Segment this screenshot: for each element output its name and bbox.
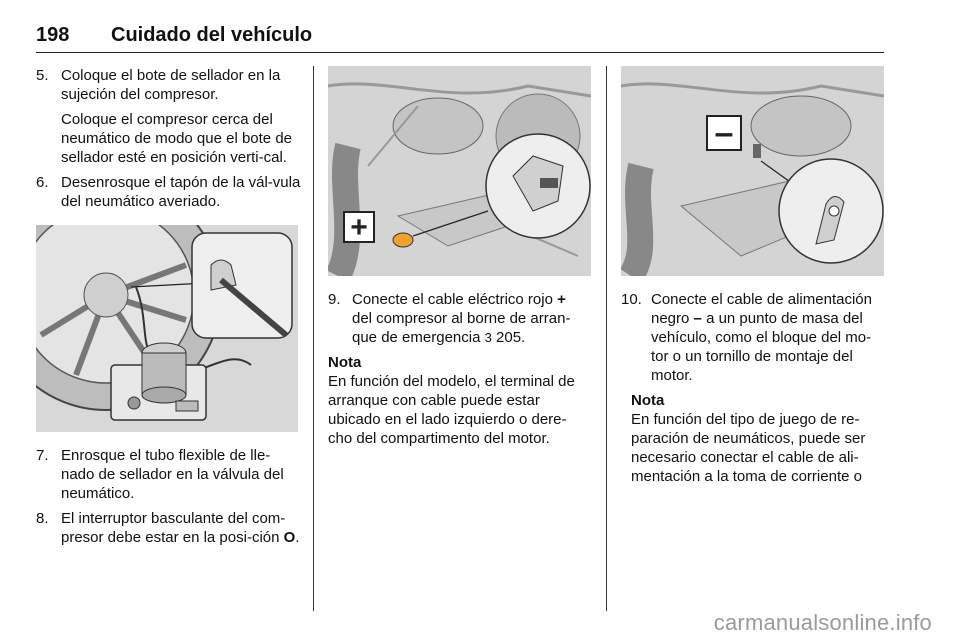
step-number: 6. bbox=[36, 174, 49, 191]
column-left-lower bbox=[36, 446, 302, 553]
step-text-part: a un punto de masa del vehículo, como el bloque del mo-tor o un tornillo de montaje del motor. bbox=[651, 310, 872, 384]
step-6 bbox=[36, 173, 302, 211]
column-middle bbox=[328, 290, 590, 448]
note-heading: Nota bbox=[631, 392, 665, 409]
step-number: 9. bbox=[328, 291, 341, 308]
step-10 bbox=[621, 290, 886, 385]
step-7 bbox=[36, 446, 302, 503]
page-title: Cuidado del vehículo bbox=[111, 24, 313, 46]
step-number: 8. bbox=[36, 510, 49, 527]
step-text-part: Conecte el cable de alimentación negro bbox=[651, 291, 872, 327]
step-text: Coloque el bote de sellador en la sujeción del compresor. bbox=[61, 67, 281, 103]
step-text-end: . bbox=[521, 329, 526, 346]
column-right bbox=[621, 290, 886, 486]
note-text: En función del tipo de juego de re-paración de neumáticos, puede ser necesario conectar el cable de ali-mentación a la toma de corriente o bbox=[631, 411, 866, 485]
column-divider bbox=[606, 66, 607, 611]
page-header bbox=[36, 24, 884, 53]
switch-symbol: O bbox=[283, 529, 296, 546]
note-text: En función del modelo, el terminal de arranque con cable puede estar ubicado en el lado izquierdo o dere-cho del compartimento del motor. bbox=[328, 373, 575, 447]
plus-symbol: + bbox=[557, 291, 566, 308]
step-9 bbox=[328, 290, 590, 347]
watermark: carmanualsonline.info bbox=[713, 610, 932, 635]
step-text-end: . bbox=[295, 529, 300, 546]
note-heading: Nota bbox=[328, 354, 362, 371]
step-text-part: del compresor al borne de arran-que de emergencia bbox=[352, 310, 571, 346]
minus-symbol-label: – bbox=[714, 114, 734, 152]
step-text-part: Conecte el cable eléctrico rojo bbox=[352, 291, 553, 308]
step-text: Desenrosque el tapón de la vál-vula del neumático averiado. bbox=[61, 174, 301, 210]
step-8 bbox=[36, 509, 302, 547]
step-number: 10. bbox=[621, 291, 642, 308]
illustration-tire-valve-compressor bbox=[36, 225, 298, 432]
step-text: Enrosque el tubo flexible de lle-nado de sellador en la válvula del neumático. bbox=[61, 447, 284, 502]
illustration-jump-start-terminal bbox=[328, 66, 591, 276]
step-5 bbox=[36, 66, 302, 167]
step-text bbox=[352, 290, 590, 347]
minus-symbol: – bbox=[693, 310, 702, 327]
step-number: 7. bbox=[36, 447, 49, 464]
column-divider bbox=[313, 66, 314, 611]
step-text-part: El interruptor basculante del com-presor debe estar en la posi-ción bbox=[61, 510, 286, 546]
step-text bbox=[61, 509, 302, 547]
step-number: 5. bbox=[36, 67, 49, 84]
illustration-ground-point bbox=[621, 66, 884, 276]
plus-symbol-label: + bbox=[350, 211, 368, 244]
page-reference-arrow: 3 bbox=[484, 330, 492, 345]
step-note: Coloque el compresor cerca del neumático de modo que el bote de sellador esté en posición verti-cal. bbox=[61, 111, 292, 166]
column-left bbox=[36, 66, 302, 217]
page-reference-link[interactable]: 205 bbox=[496, 329, 522, 346]
step-text bbox=[651, 290, 886, 385]
page-number: 198 bbox=[36, 24, 70, 46]
